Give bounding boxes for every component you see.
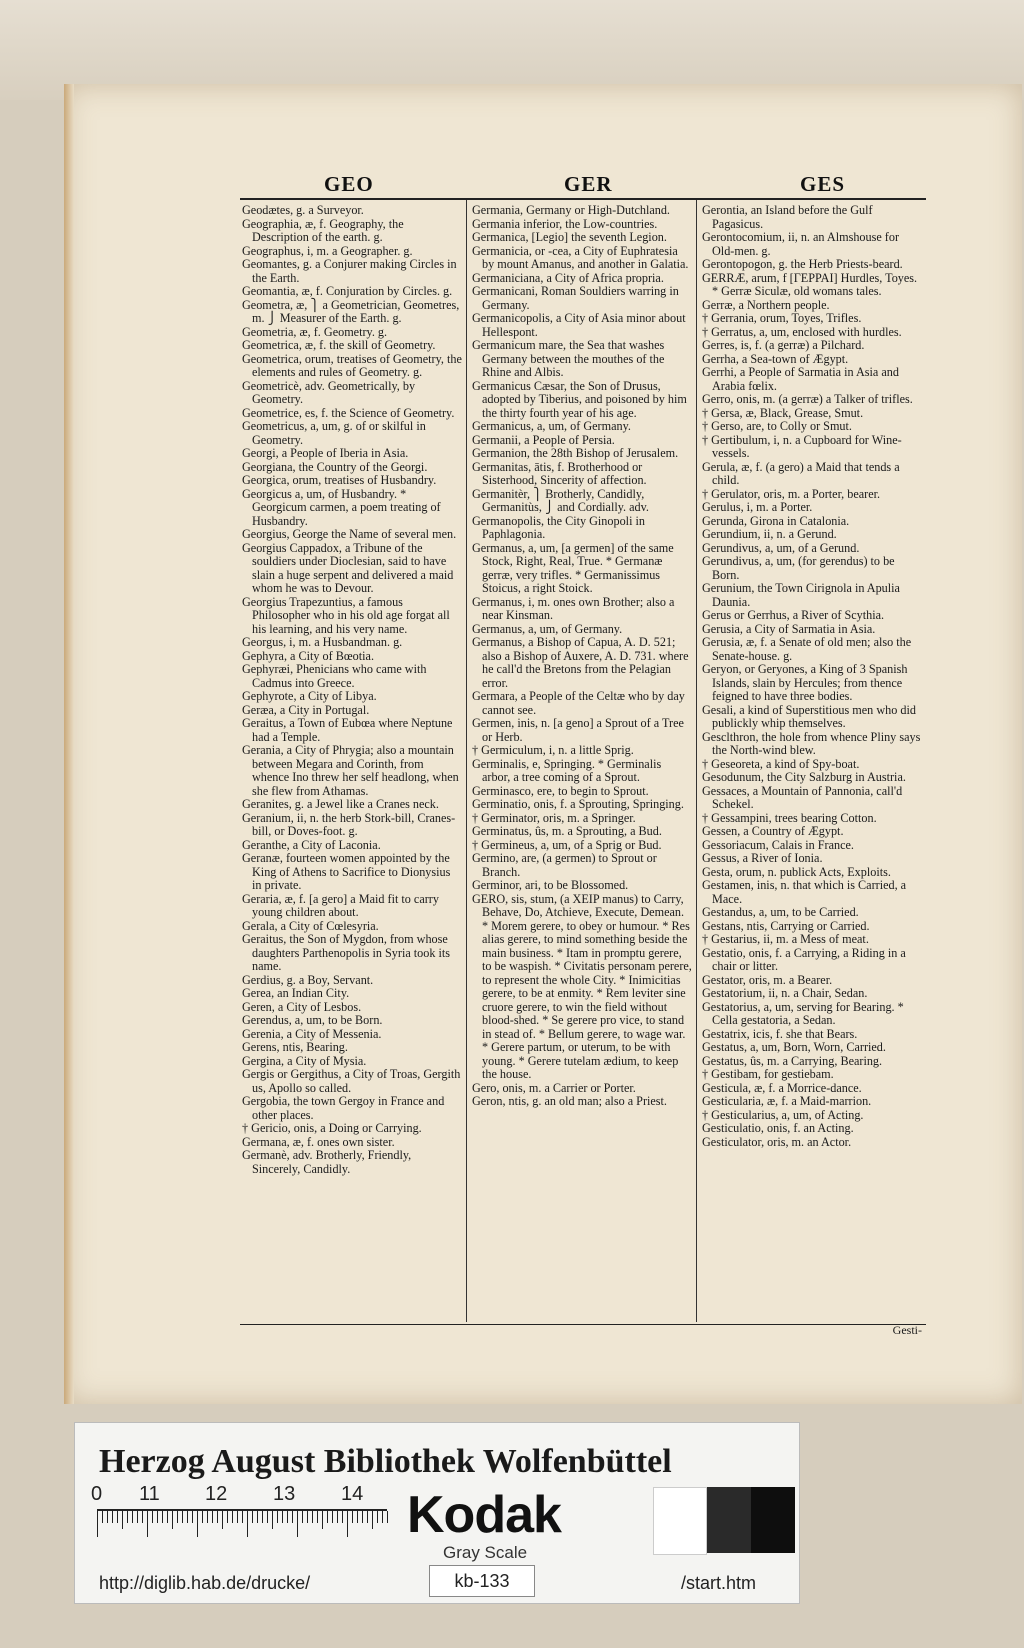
dictionary-entry: Geranæ, fourteen women appointed by the King of Athens to Sacrifice to Dionysius in private. [242, 851, 451, 892]
ruler-tick [247, 1511, 248, 1537]
ruler-tick [142, 1511, 143, 1523]
dictionary-entry: Geranites, g. a Jewel like a Cranes neck. [242, 797, 439, 811]
dictionary-entry: † Gestarius, ii, m. a Mess of meat. [702, 932, 869, 946]
dictionary-entry: Gerusia, a City of Sarmatia in Asia. [702, 621, 876, 636]
ruler-tick [157, 1511, 158, 1523]
ruler-tick [362, 1511, 363, 1523]
footer-rule [240, 1324, 926, 1325]
dictionary-entry: Gergobia, the town Gergoy in France and other places. [242, 1094, 445, 1122]
dictionary-entry: Geometrice, es, f. the Science of Geometry. [242, 405, 455, 420]
dictionary-entry: Germanica, [Legio] the seventh Legion. [472, 230, 667, 244]
dictionary-entry: † Gessampini, trees bearing Cotton. [702, 810, 877, 825]
ruler-number: 14 [341, 1483, 364, 1505]
dictionary-entry: Germanus, i, m. ones own Brother; also a near Kinsman. [472, 594, 675, 622]
dictionary-entry: Gestatus, a, um, Born, Worn, Carried. [702, 1040, 886, 1054]
dictionary-entry: Germanicum mare, the Sea that washes Germany between the mouthes of the Rhine and Albis. [472, 338, 665, 379]
dictionary-entry: Gestans, ntis, Carrying or Carried. [702, 918, 870, 933]
dictionary-entry: Georgiana, the Country of the Georgi. [242, 459, 428, 474]
ruler-tick [237, 1511, 238, 1523]
ruler-tick [372, 1511, 373, 1529]
dictionary-entry: Germanus, a, um, of Germany. [472, 621, 623, 636]
dictionary-entry: Gestatus, ûs, m. a Carrying, Bearing. [702, 1053, 883, 1068]
dictionary-entry: Geometricè, adv. Geometrically, by Geometry. [242, 378, 416, 406]
dictionary-entry: Germanii, a People of Persia. [472, 432, 615, 447]
dictionary-entry: Germanion, the 28th Bishop of Jerusalem. [472, 446, 679, 460]
ruler-tick [352, 1511, 353, 1523]
ruler-tick [212, 1511, 213, 1523]
column-divider [466, 200, 467, 1322]
ruler-tick [167, 1511, 168, 1523]
gray-swatch-black [751, 1487, 795, 1553]
ruler-tick [222, 1511, 223, 1529]
dictionary-entry: Germana, æ, f. ones own sister. [242, 1134, 395, 1149]
dictionary-entry: Gerus or Gerrhus, a River of Scythia. [702, 608, 885, 622]
dictionary-entry: Germino, are, (a germen) to Sprout or Branch. [472, 851, 657, 879]
dictionary-entry: Gephyræi, Phenicians who came with Cadmus into Greece. [242, 662, 427, 690]
dictionary-entry: Geron, ntis, g. an old man; also a Priest. [472, 1094, 667, 1108]
dictionary-entry: † Gerso, are, to Colly or Smut. [702, 419, 852, 433]
ruler-tick [347, 1511, 348, 1537]
ruler-tick [387, 1511, 388, 1523]
dictionary-entry: Gerala, a City of Cœlesyria. [242, 918, 379, 933]
dictionary-entry: † Gertibulum, i, n. a Cupboard for Wine-vessels. [702, 432, 902, 460]
kodak-logo: Kodak [407, 1486, 561, 1544]
dictionary-entry: Georgica, orum, treatises of Husbandry. [242, 473, 437, 487]
dictionary-entry: Geraitus, the Son of Mygdon, from whose daughters Parthenopolis in Syria took its name. [242, 932, 451, 973]
dictionary-entry: Gerania, a City of Phrygia; also a mountain between Megara and Corinth, from whence Ino threw her self headlong, when she flew from Athamas. [242, 743, 459, 798]
dictionary-entry: Germinasco, ere, to begin to Sprout. [472, 783, 649, 798]
ruler-tick [202, 1511, 203, 1523]
ruler-tick [312, 1511, 313, 1523]
dictionary-entry: Gerusia, æ, f. a Senate of old men; also the Senate-house. g. [702, 635, 912, 663]
dictionary-entry: Georgus, i, m. a Husbandman. g. [242, 635, 403, 649]
ruler-tick [297, 1511, 298, 1537]
ruler-tick [272, 1511, 273, 1529]
dictionary-entry: Gestatorius, a, um, serving for Bearing. * Cella gestatoria, a Sedan. [702, 999, 904, 1027]
ruler-tick [282, 1511, 283, 1523]
dictionary-entry: Germanopolis, the City Ginopoli in Paphlagonia. [472, 513, 645, 541]
dictionary-entry: Gestatrix, icis, f. she that Bears. [702, 1026, 858, 1041]
dictionary-entry: GERRÆ, arum, f [ΓΕΡΡΑΙ] Hurdles, Toyes. * Gerræ Siculæ, old womans tales. [702, 270, 918, 298]
dictionary-entry: Gesticulator, oris, m. an Actor. [702, 1134, 852, 1149]
dictionary-entry: Geodætes, g. a Surveyor. [242, 203, 364, 217]
dictionary-entry: Gerenia, a City of Messenia. [242, 1026, 382, 1041]
ruler-tick [382, 1511, 383, 1523]
ruler-tick [107, 1511, 108, 1523]
ruler-tick [207, 1511, 208, 1523]
ruler-number: 13 [273, 1483, 296, 1505]
dictionary-entry: Gesodunum, the City Salzburg in Austria. [702, 770, 906, 784]
ruler-tick [317, 1511, 318, 1523]
dictionary-entry: Gesticula, æ, f. a Morrice-dance. [702, 1080, 862, 1095]
ruler-tick [302, 1511, 303, 1523]
dictionary-entry: GERO, sis, stum, (a XEIP manus) to Carry, Behave, Do, Atchieve, Execute, Demean. * Morem gerere, to obey or humour. * Res alias gerere, to mind something beside the main business. * Itam in promptu gerere, to be waspish. * Civitatis personam perere, to represent the whole City. * Inimicitias gerere, to be at enmity. * Rem leviter sine cruore gerere, to win the field without blood-shed. * Se gerere pro vice, to stand in stead of. * Bellum gerere, to wage war. * Gerere partum, or uterum, to be with young. * Gerere tutelam ædium, to keep the house. [472, 891, 692, 1081]
dictionary-entry: Gephyra, a City of Bœotia. [242, 648, 375, 663]
dictionary-entry: Gessus, a River of Ionia. [702, 851, 823, 865]
gray-swatch-dark [707, 1487, 751, 1553]
dictionary-entry: † Gericio, onis, a Doing or Carrying. [242, 1121, 422, 1135]
dictionary-entry: Gerro, onis, m. (a gerræ) a Talker of trifles. [702, 392, 913, 406]
ruler-tick [187, 1511, 188, 1523]
dictionary-entry: † Gerulator, oris, m. a Porter, bearer. [702, 486, 881, 501]
dictionary-entry: Germinatio, onis, f. a Sprouting, Springing. [472, 797, 684, 811]
ruler-tick [227, 1511, 228, 1523]
dictionary-entry: Gergina, a City of Mysia. [242, 1053, 367, 1068]
column-center [472, 204, 692, 1109]
dictionary-entry: † Geseoreta, a kind of Spy-boat. [702, 756, 860, 771]
dictionary-entry: Gestatio, onis, f. a Carrying, a Riding in a chair or litter. [702, 945, 906, 973]
ruler-tick [112, 1511, 113, 1523]
dictionary-entry: Gesta, orum, n. publick Acts, Exploits. [702, 864, 891, 879]
ruler-tick [127, 1511, 128, 1523]
ruler-tick [257, 1511, 258, 1523]
dictionary-entry: Germanicus Cæsar, the Son of Drusus, adopted by Tiberius, and poisoned by him the thirty fourth year of his age. [472, 378, 687, 420]
dictionary-entry: Gerendus, a, um, to be Born. [242, 1013, 383, 1027]
dictionary-entry: Gessen, a Country of Ægypt. [702, 824, 844, 838]
ruler-tick [242, 1511, 243, 1523]
dictionary-entry: Geraria, æ, f. [a gero] a Maid fit to carry young children about. [242, 891, 439, 919]
dictionary-entry: Germanicia, or -cea, a City of Euphratesia by mount Amanus, and another in Galatia. [472, 243, 689, 271]
dictionary-entry: Germinatus, ûs, m. a Sprouting, a Bud. [472, 824, 662, 838]
column-left [242, 204, 462, 1176]
dictionary-entry: Gerdius, g. a Boy, Servant. [242, 972, 374, 987]
ruler-tick [287, 1511, 288, 1523]
dictionary-entry: Gerres, is, f. (a gerræ) a Pilchard. [702, 338, 865, 352]
dictionary-entry: Germania, Germany or High-Dutchland. [472, 203, 670, 217]
ruler-tick [192, 1511, 193, 1523]
ruler-tick [152, 1511, 153, 1523]
dictionary-entry: Geographia, æ, f. Geography, the Description of the earth. g. [242, 216, 404, 244]
ruler-tick [342, 1511, 343, 1523]
dictionary-entry: Gestator, oris, m. a Bearer. [702, 972, 833, 987]
dictionary-entry: Gesticulatio, onis, f. an Acting. [702, 1121, 854, 1135]
ruler-number: 12 [205, 1483, 228, 1505]
dictionary-entry: Geographus, i, m. a Geographer. g. [242, 243, 413, 258]
dictionary-entry: Germinor, ari, to be Blossomed. [472, 878, 629, 892]
ruler-tick [327, 1511, 328, 1523]
dictionary-entry: Germanus, a Bishop of Capua, A. D. 521; also a Bishop of Auxere, A. D. 731. where he call'd the Bretons from the Pelagian error. [472, 635, 689, 690]
ruler-tick [132, 1511, 133, 1523]
ruler-tick [197, 1511, 198, 1537]
dictionary-entry: Gestamen, inis, n. that which is Carried, a Mace. [702, 878, 907, 906]
dictionary-entry: † Germiculum, i, n. a little Sprig. [472, 743, 634, 757]
ruler-tick [162, 1511, 163, 1523]
dictionary-entry: Germaniciana, a City of Africa propria. [472, 270, 664, 285]
ruler-tick [182, 1511, 183, 1523]
dictionary-entry: Geren, a City of Lesbos. [242, 999, 362, 1014]
source-url: http://diglib.hab.de/drucke/ [99, 1573, 311, 1593]
dictionary-entry: Gero, onis, m. a Carrier or Porter. [472, 1080, 636, 1095]
dictionary-entry: † Gerratus, a, um, enclosed with hurdles. [702, 324, 902, 339]
dictionary-entry: Georgius Trapezuntius, a famous Philosopher who in his old age forgat all his learning, and his very name. [242, 594, 450, 636]
dictionary-entry: Gerundium, ii, n. a Gerund. [702, 527, 837, 541]
dictionary-entry: Gerundivus, a, um, of a Gerund. [702, 540, 860, 555]
dictionary-entry: Georgius, George the Name of several men. [242, 527, 457, 541]
dictionary-entry: Gerrhi, a People of Sarmatia in Asia and Arabia fœlix. [702, 365, 899, 393]
dictionary-entry: Gesali, a kind of Superstitious men who did publickly whip themselves. [702, 702, 916, 730]
library-scan-card [74, 1422, 800, 1604]
dictionary-entry: Gergis or Gergithus, a City of Troas, Gergith us, Apollo so called. [242, 1067, 461, 1095]
ruler-tick [367, 1511, 368, 1523]
dictionary-entry: Gestatorium, ii, n. a Chair, Sedan. [702, 986, 868, 1000]
running-head-left: GEO [324, 172, 374, 196]
ruler-tick [252, 1511, 253, 1523]
dictionary-entry: Gerulus, i, m. a Porter. [702, 500, 813, 514]
dictionary-entry: Geomantes, g. a Conjurer making Circles in the Earth. [242, 257, 457, 285]
dictionary-entry: Gerontocomium, ii, n. an Almshouse for Old-men. g. [702, 230, 900, 258]
page-binding-edge [64, 84, 74, 1404]
dictionary-entry: † Gesticularius, a, um, of Acting. [702, 1107, 864, 1122]
dictionary-entry: Germinalis, e, Springing. * Germinalis arbor, a tree coming of a Sprout. [472, 756, 662, 784]
dictionary-entry: Geometricus, a, um, g. of or skilful in Geometry. [242, 419, 426, 447]
dictionary-page [240, 168, 926, 1336]
running-head-center: GER [564, 172, 613, 196]
column-divider [696, 200, 697, 1322]
ruler-tick [337, 1511, 338, 1523]
dictionary-entry: Geometra, æ, ⎫ a Geometrician, Geometres, m. ⎭ Measurer of the Earth. g. [242, 297, 460, 325]
ruler-tick [147, 1511, 148, 1537]
dictionary-entry: Gerunda, Girona in Catalonia. [702, 513, 850, 528]
dictionary-entry: Gesclthron, the hole from whence Pliny says the North-wind blew. [702, 729, 921, 757]
running-head-right: GES [800, 172, 846, 196]
ruler-tick [292, 1511, 293, 1523]
dictionary-entry: Geraitus, a Town of Eubœa where Neptune had a Temple. [242, 716, 453, 744]
ruler-number: 11 [139, 1483, 160, 1505]
dictionary-entry: Gessaces, a Mountain of Pannonia, call'd Schekel. [702, 783, 903, 811]
ruler-tick [217, 1511, 218, 1523]
dictionary-entry: Germanitèr, ⎫ Brotherly, Candidly, Germanitùs, ⎭ and Cordially. adv. [472, 486, 649, 514]
dictionary-entry: Germanè, adv. Brotherly, Friendly, Sincerely, Candidly. [242, 1148, 412, 1176]
library-name: Herzog August Bibliothek Wolfenbüttel [99, 1443, 672, 1480]
dictionary-entry: Germanus, a, um, [a germen] of the same Stock, Right, Real, True. * Germanæ gerræ, very trifles. * Germanissimus Stoicus, a right Stoick. [472, 540, 674, 595]
dictionary-entry: † Germinator, oris, m. a Springer. [472, 810, 636, 825]
ruler-tick [102, 1511, 103, 1523]
column-right [702, 204, 922, 1149]
dictionary-entry: Geometria, æ, f. Geometry. g. [242, 324, 388, 339]
ruler-tick [322, 1511, 323, 1529]
dictionary-entry: Geometrica, æ, f. the skill of Geometry. [242, 338, 436, 352]
ruler-tick [172, 1511, 173, 1529]
gray-swatch-white [653, 1487, 707, 1555]
dictionary-entry: Gerrha, a Sea-town of Ægypt. [702, 351, 849, 366]
dictionary-entry: Gerea, an Indian City. [242, 986, 350, 1000]
scan-code: kb-133 [429, 1565, 535, 1597]
dictionary-entry: Germen, inis, n. [a geno] a Sprout of a Tree or Herb. [472, 716, 684, 744]
dictionary-entry: Germania inferior, the Low-countries. [472, 216, 658, 231]
dictionary-entry: Gerræ, a Northern people. [702, 297, 830, 312]
ruler-tick [137, 1511, 138, 1523]
dictionary-entry: Gesticularia, æ, f. a Maid-marrion. [702, 1094, 872, 1108]
ruler-tick [277, 1511, 278, 1523]
dictionary-entry: Gerula, æ, f. (a gero) a Maid that tends a child. [702, 459, 900, 487]
ruler-tick [377, 1511, 378, 1523]
dictionary-entry: † Germineus, a, um, of a Sprig or Bud. [472, 837, 662, 852]
start-path: /start.htm [681, 1573, 757, 1593]
ruler-tick [122, 1511, 123, 1529]
ruler-number: 0 [91, 1483, 103, 1505]
measurement-ruler [97, 1509, 387, 1551]
ruler-tick [357, 1511, 358, 1523]
dictionary-entry: Gerundivus, a, um, (for gerendus) to be Born. [702, 554, 895, 582]
ruler-tick [117, 1511, 118, 1523]
dictionary-entry: Gerens, ntis, Bearing. [242, 1040, 348, 1054]
header-rule [240, 198, 926, 200]
dictionary-entry: † Gestibam, for gestiebam. [702, 1067, 834, 1081]
dictionary-entry: Geranium, ii, n. the herb Stork-bill, Cranes-bill, or Doves-foot. g. [242, 810, 456, 838]
dictionary-entry: Gerontia, an Island before the Gulf Pagasicus. [702, 203, 873, 231]
dictionary-entry: Gerontopogon, g. the Herb Priests-beard. [702, 257, 903, 271]
ruler-tick [307, 1511, 308, 1523]
dictionary-entry: Germanicani, Roman Souldiers warring in Germany. [472, 284, 679, 312]
dictionary-entry: Germanicus, a, um, of Germany. [472, 419, 631, 433]
ruler-tick [267, 1511, 268, 1523]
dictionary-entry: Geomantia, æ, f. Conjuration by Circles. g. [242, 284, 453, 298]
dictionary-entry: Gestandus, a, um, to be Carried. [702, 905, 859, 919]
dictionary-entry: † Gersa, æ, Black, Grease, Smut. [702, 405, 864, 420]
ruler-tick [177, 1511, 178, 1523]
ruler-tick [262, 1511, 263, 1523]
ruler-tick [332, 1511, 333, 1523]
dictionary-entry: Germanitas, ātis, f. Brotherhood or Sisterhood, Sincerity of affection. [472, 459, 647, 487]
catchword: Gesti- [892, 1323, 922, 1337]
dictionary-entry: Germara, a People of the Celtæ who by day cannot see. [472, 689, 685, 717]
dictionary-entry: Georgicus a, um, of Husbandry. * Georgicum carmen, a poem treating of Husbandry. [242, 486, 441, 528]
dictionary-entry: Gephyrote, a City of Libya. [242, 689, 377, 703]
ruler-tick [97, 1511, 98, 1537]
dictionary-entry: Geryon, or Geryones, a King of 3 Spanish Islands, slain by Hercules; from thence feigned to have three bodies. [702, 662, 908, 703]
dictionary-entry: Germanicopolis, a City of Asia minor about Hellespont. [472, 311, 686, 339]
gray-scale-label: Gray Scale [443, 1543, 528, 1562]
dictionary-entry: Gessoriacum, Calais in France. [702, 837, 854, 852]
dictionary-entry: Geræa, a City in Portugal. [242, 702, 370, 717]
dictionary-entry: Geranthe, a City of Laconia. [242, 837, 381, 852]
dictionary-entry: Georgi, a People of Iberia in Asia. [242, 446, 409, 460]
dictionary-entry: Gerunium, the Town Cirignola in Apulia Daunia. [702, 581, 900, 609]
dictionary-entry: Geometrica, orum, treatises of Geometry, the elements and rules of Geometry. g. [242, 351, 462, 379]
dictionary-entry: † Gerrania, orum, Toyes, Trifles. [702, 311, 862, 325]
ruler-tick [232, 1511, 233, 1523]
dictionary-entry: Georgius Cappadox, a Tribune of the souldiers under Dioclesian, said to have slain a huge serpent and delivered a maid whom he was to Devour. [242, 540, 454, 595]
